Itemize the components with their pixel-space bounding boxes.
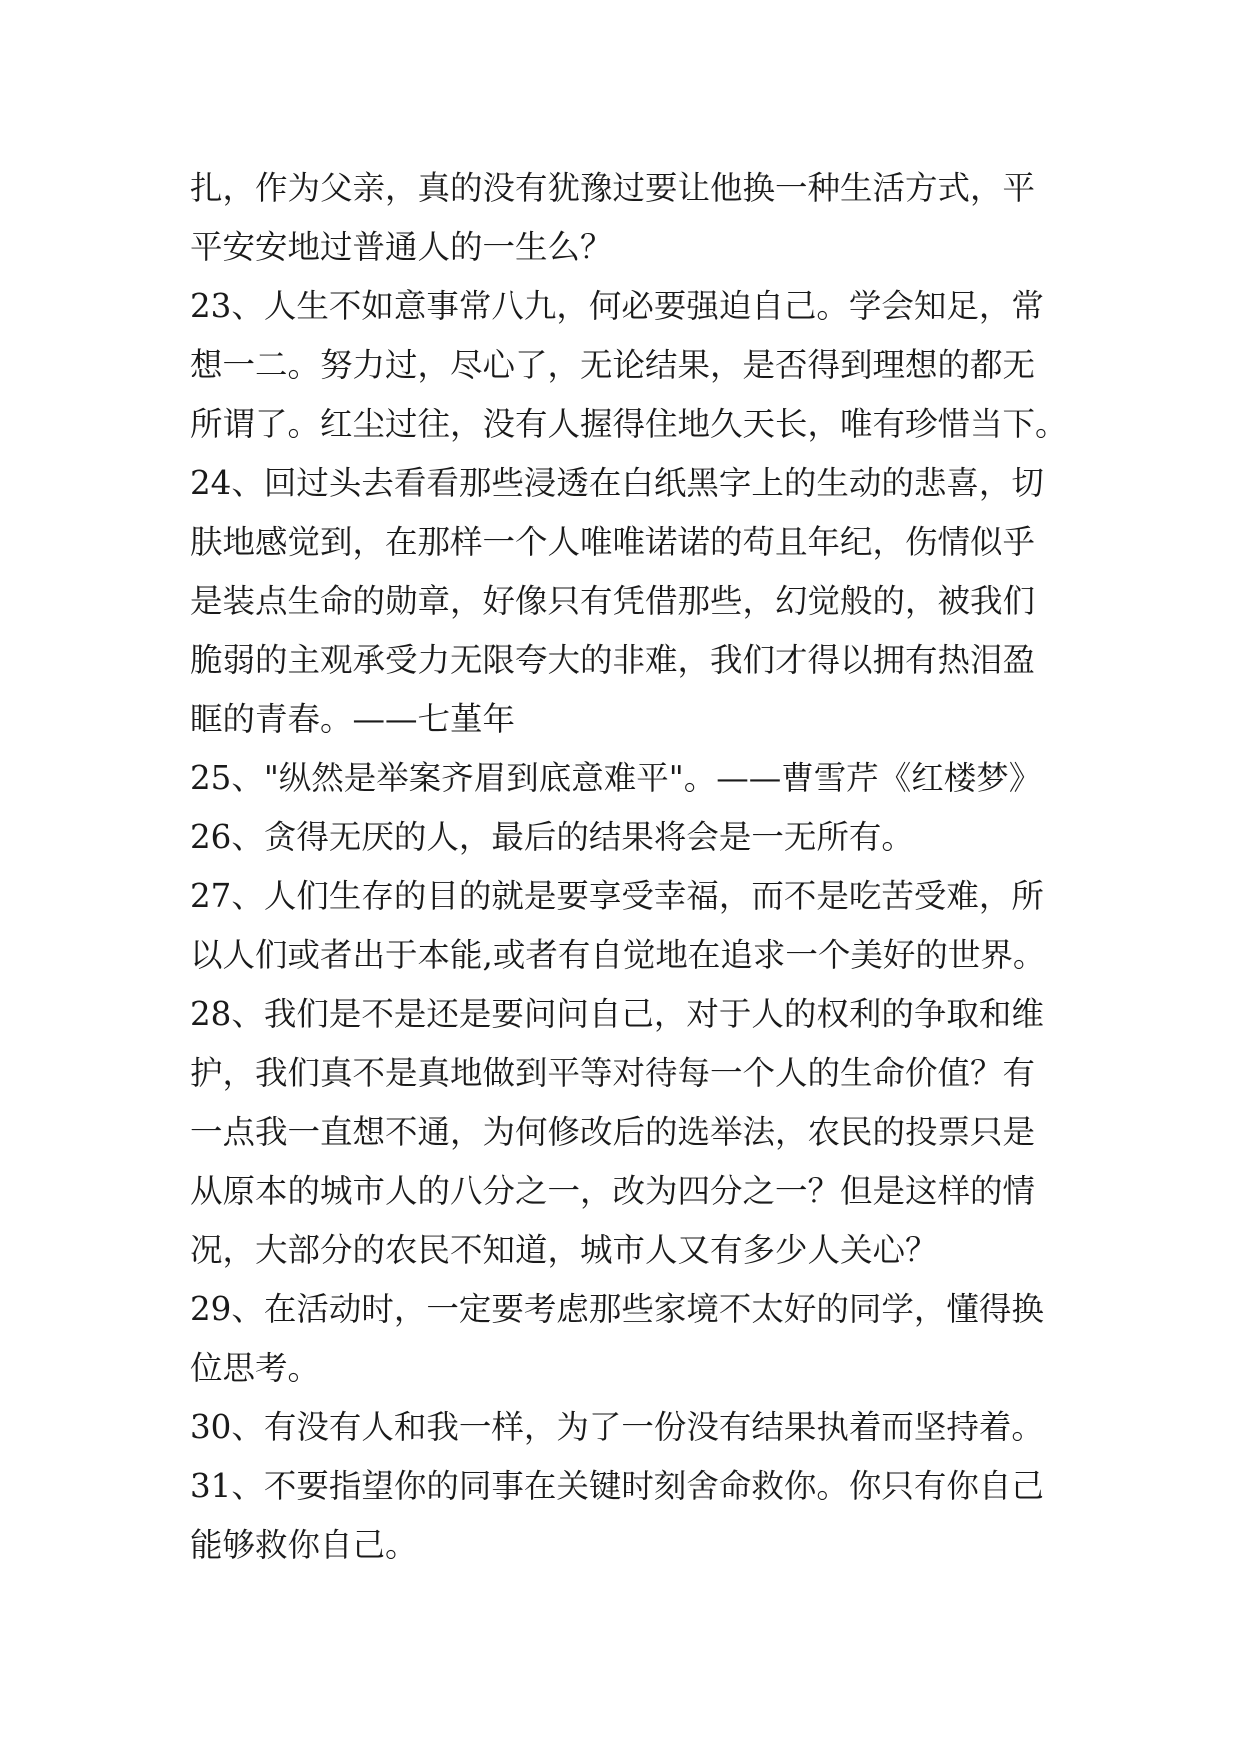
text-line: 31、不要指望你的同事在关键时刻舍命救你。你只有你自己 bbox=[190, 1467, 1044, 1505]
text-line: 28、我们是不是还是要问问自己，对于人的权利的争取和维 bbox=[190, 995, 1044, 1033]
text-line: 25、"纵然是举案齐眉到底意难平"。——曹雪芹《红楼梦》 bbox=[190, 759, 1042, 797]
text-line: 扎，作为父亲，真的没有犹豫过要让他换一种生活方式，平 bbox=[190, 169, 1036, 207]
text-line: 想一二。努力过，尽心了，无论结果，是否得到理想的都无 bbox=[190, 346, 1036, 384]
text-line: 脆弱的主观承受力无限夸大的非难，我们才得以拥有热泪盈 bbox=[190, 641, 1036, 679]
text-line: 况，大部分的农民不知道，城市人又有多少人关心？ bbox=[190, 1231, 938, 1269]
text-line: 能够救你自己。 bbox=[190, 1526, 418, 1564]
text-line: 26、贪得无厌的人，最后的结果将会是一无所有。 bbox=[190, 818, 914, 856]
text-line: 护，我们真不是真地做到平等对待每一个人的生命价值？有 bbox=[190, 1054, 1036, 1092]
text-line: 肤地感觉到，在那样一个人唯唯诺诺的苟且年纪，伤情似乎 bbox=[190, 523, 1036, 561]
text-line: 位思考。 bbox=[190, 1349, 321, 1387]
text-line: 所谓了。红尘过往，没有人握得住地久天长，唯有珍惜当下。 bbox=[190, 405, 1068, 443]
text-line: 24、回过头去看看那些浸透在白纸黑字上的生动的悲喜，切 bbox=[190, 464, 1044, 502]
text-line: 27、人们生存的目的就是要享受幸福，而不是吃苦受难，所 bbox=[190, 877, 1044, 915]
text-line: 一点我一直想不通，为何修改后的选举法，农民的投票只是 bbox=[190, 1113, 1036, 1151]
text-line: 眶的青春。——七堇年 bbox=[190, 700, 516, 738]
text-line: 从原本的城市人的八分之一，改为四分之一？但是这样的情 bbox=[190, 1172, 1036, 1210]
text-line: 23、人生不如意事常八九，何必要强迫自己。学会知足，常 bbox=[190, 287, 1044, 325]
body-text bbox=[190, 159, 1070, 1575]
text-line: 以人们或者出于本能,或者有自觉地在追求一个美好的世界。 bbox=[190, 936, 1046, 974]
text-line: 是装点生命的勋章，好像只有凭借那些，幻觉般的，被我们 bbox=[190, 582, 1036, 620]
text-line: 30、有没有人和我一样，为了一份没有结果执着而坚持着。 bbox=[190, 1408, 1044, 1446]
text-line: 29、在活动时，一定要考虑那些家境不太好的同学，懂得换 bbox=[190, 1290, 1044, 1328]
text-line: 平安安地过普通人的一生么？ bbox=[190, 228, 613, 266]
